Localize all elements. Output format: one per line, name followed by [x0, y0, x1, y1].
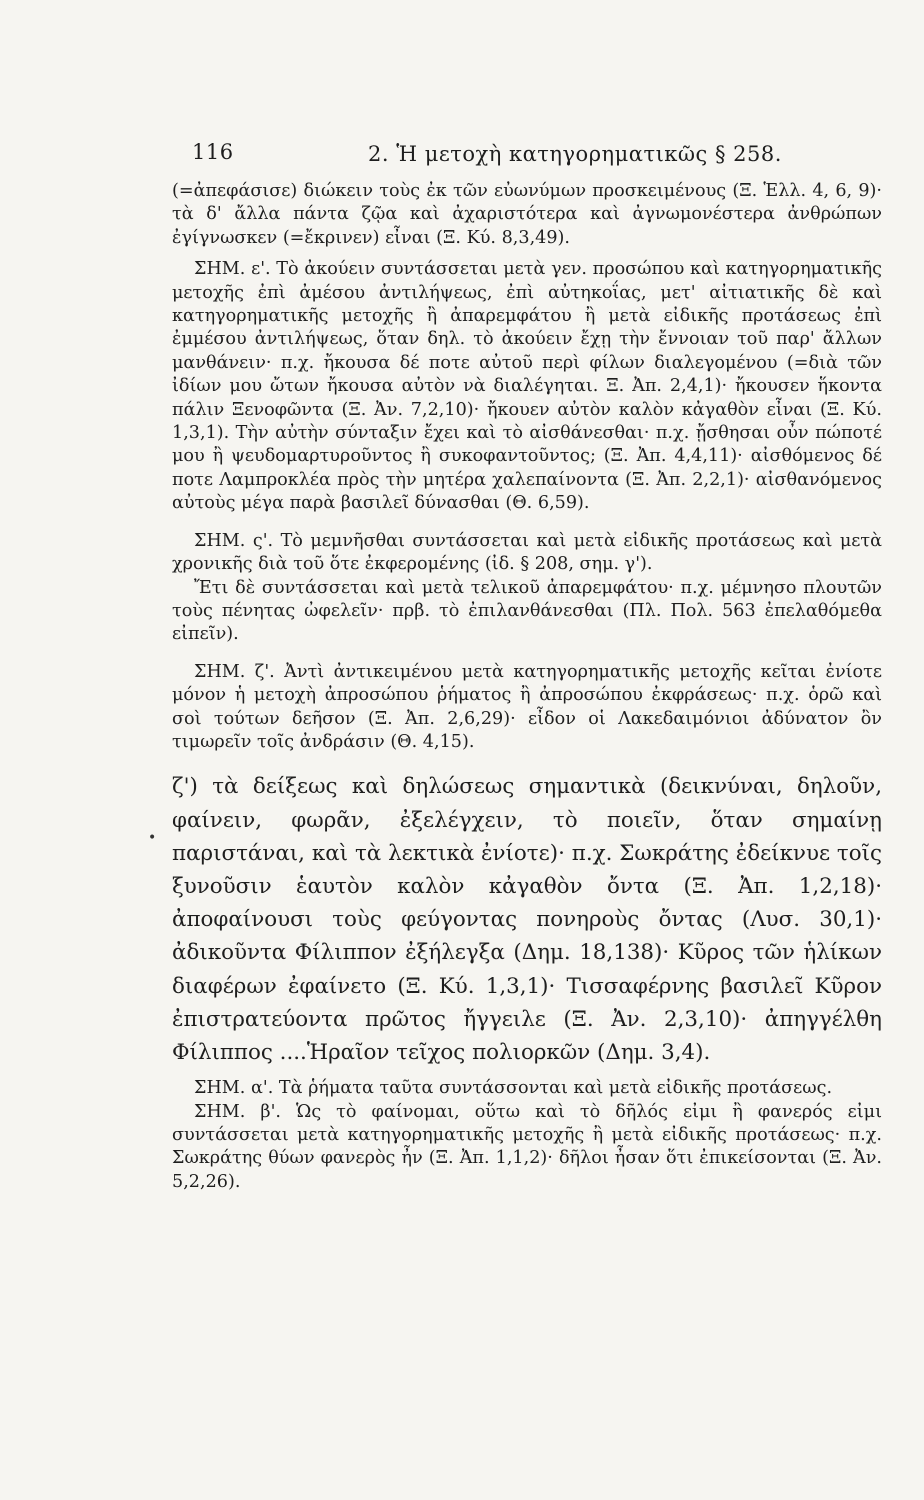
- paragraph-final-infinitive: Ἔτι δὲ συντάσσεται καὶ μετὰ τελικοῦ ἀπαρεμφάτου· π.χ. μέμνησο πλουτῶν τοὺς πένητας ὠφελεῖν· πρβ. τὸ ἐπιλανθάνεσθαι (Πλ. Πολ. 563 ἐπελαθόμεθα εἰπεῖν).: [172, 577, 882, 645]
- margin-mark: •: [148, 830, 157, 846]
- note-alpha: ΣΗΜ. α'. Τὰ ῥήματα ταῦτα συντάσσονται καὶ μετὰ εἰδικῆς προτάσεως.: [194, 1078, 833, 1099]
- running-title: 2. Ἡ μετοχὴ κατηγορηματικῶς § 258.: [368, 142, 782, 166]
- body-text: [172, 180, 882, 1194]
- paragraph-continuation: (=ἀπεφάσισε) διώκειν τοὺς ἐκ τῶν εὐωνύμων προσκειμένους (Ξ. Ἑλλ. 4, 6, 9)· τὰ δ' ἄλλα πάντα ζῷα καὶ ἀχαριστότερα καὶ ἀγνωμονέστερα ἀνθρώπων ἐγίγνωσκεν (=ἔκρινεν) εἶναι (Ξ. Κύ. 8,3,49).: [172, 181, 882, 248]
- note-epsilon: ΣΗΜ. ε'. Τὸ ἀκούειν συντάσσεται μετὰ γεν. προσώπου καὶ κατηγορηματικῆς μετοχῆς ἐπὶ ἀμέσου ἀντιλήψεως, ἐπὶ αὐτηκοΐας, μετ' αἰτιατικῆς δὲ καὶ κατηγορηματικῆς μετοχῆς ἢ ἀπαρεμφάτου ἢ μετὰ εἰδικῆς προτάσεως ἐπὶ ἐμμέσου ἀντιλήψεως, ὅταν δηλ. τὸ ἀκούειν ἔχῃ τὴν ἔννοιαν τοῦ παρ' ἄλλων μανθάνειν· π.χ. ἤκουσα δέ ποτε αὐτοῦ περὶ φίλων διαλεγομένου (=διὰ τῶν ἰδίων μου ὤτων ἤκουσα αὐτὸν νὰ διαλέγηται. Ξ. Ἀπ. 2,4,1)· ἤκουσεν ἥκοντα πάλιν Ξενοφῶντα (Ξ. Ἀν. 7,2,10)· ἤκουεν αὐτὸν καλὸν κἀγαθὸν εἶναι (Ξ. Κύ. 1,3,1). Τὴν αὐτὴν σύνταξιν ἔχει καὶ τὸ αἰσθάνεσθαι· π.χ. ᾔσθησαι οὖν πώποτέ μου ἢ ψευδομαρτυροῦντος ἢ συκοφαντοῦντος; (Ξ. Ἀπ. 4,4,11)· αἰσθόμενος δέ ποτε Λαμπροκλέα πρὸς τὴν μητέρα χαλεπαίνοντα (Ξ. Ἀπ. 2,2,1)· αἰσθανόμενος αὐτοὺς μέγα παρὰ βασιλεῖ δύνασθαι (Θ. 6,59).: [172, 259, 882, 514]
- note-zeta: ΣΗΜ. ζ'. Ἀντὶ ἀντικειμένου μετὰ κατηγορηματικῆς μετοχῆς κεῖται ἐνίοτε μόνον ἡ μετοχὴ ἀπροσώπου ῥήματος ἢ ἀπροσώπου ἐκφράσεως· π.χ. ὁρῶ καὶ σοὶ τούτων δεῆσον (Ξ. Ἀπ. 2,6,29)· εἶδον οἱ Λακεδαιμόνιοι ἀδύνατον ὂν τιμωρεῖν τοῖς ἀνδράσιν (Θ. 4,15).: [172, 661, 882, 752]
- note-stigma: ΣΗΜ. ς'. Τὸ μεμνῆσθαι συντάσσεται καὶ μετὰ εἰδικῆς προτάσεως καὶ μετὰ χρονικῆς διὰ τοῦ ὅτε ἐκφερομένης (ἰδ. § 208, σημ. γ').: [172, 530, 882, 575]
- note-beta: ΣΗΜ. β'. Ὡς τὸ φαίνομαι, οὕτω καὶ τὸ δῆλός εἰμι ἢ φανερός εἰμι συντάσσεται μετὰ κατηγορηματικῆς μετοχῆς ἢ μετὰ εἰδικῆς προτάσεως· π.χ. Σωκράτης θύων φανερὸς ἦν (Ξ. Ἀπ. 1,1,2)· δῆλοι ἦσαν ὅτι ἐπικείσονται (Ξ. Ἀν. 5,2,26).: [172, 1101, 882, 1192]
- page-number: 116: [192, 140, 234, 164]
- running-header: [150, 140, 870, 180]
- section-zeta: ζ') τὰ δείξεως καὶ δηλώσεως σημαντικὰ (δεικνύναι, δηλοῦν, φαίνειν, φωρᾶν, ἐξελέγχειν, τὸ ποιεῖν, ὅταν σημαίνῃ παριστάναι, καὶ τὰ λεκτικὰ ἐνίοτε)· π.χ. Σωκράτης ἐδείκνυε τοῖς ξυνοῦσιν ἑαυτὸν καλὸν κἀγαθὸν ὄντα (Ξ. Ἀπ. 1,2,18)· ἀποφαίνουσι τοὺς φεύγοντας πονηροὺς ὄντας (Λυσ. 30,1)· ἀδικοῦντα Φίλιππον ἐξήλεγξα (Δημ. 18,138)· Κῦρος τῶν ἡλίκων διαφέρων ἐφαίνετο (Ξ. Κύ. 1,3,1)· Τισσαφέρνης βασιλεῖ Κῦρον ἐπιστρατεύοντα πρῶτος ἤγγειλε (Ξ. Ἀν. 2,3,10)· ἀπηγγέλθη Φίλιππος ....Ἡραῖον τεῖχος πολιορκῶν (Δημ. 3,4).: [172, 774, 882, 1065]
